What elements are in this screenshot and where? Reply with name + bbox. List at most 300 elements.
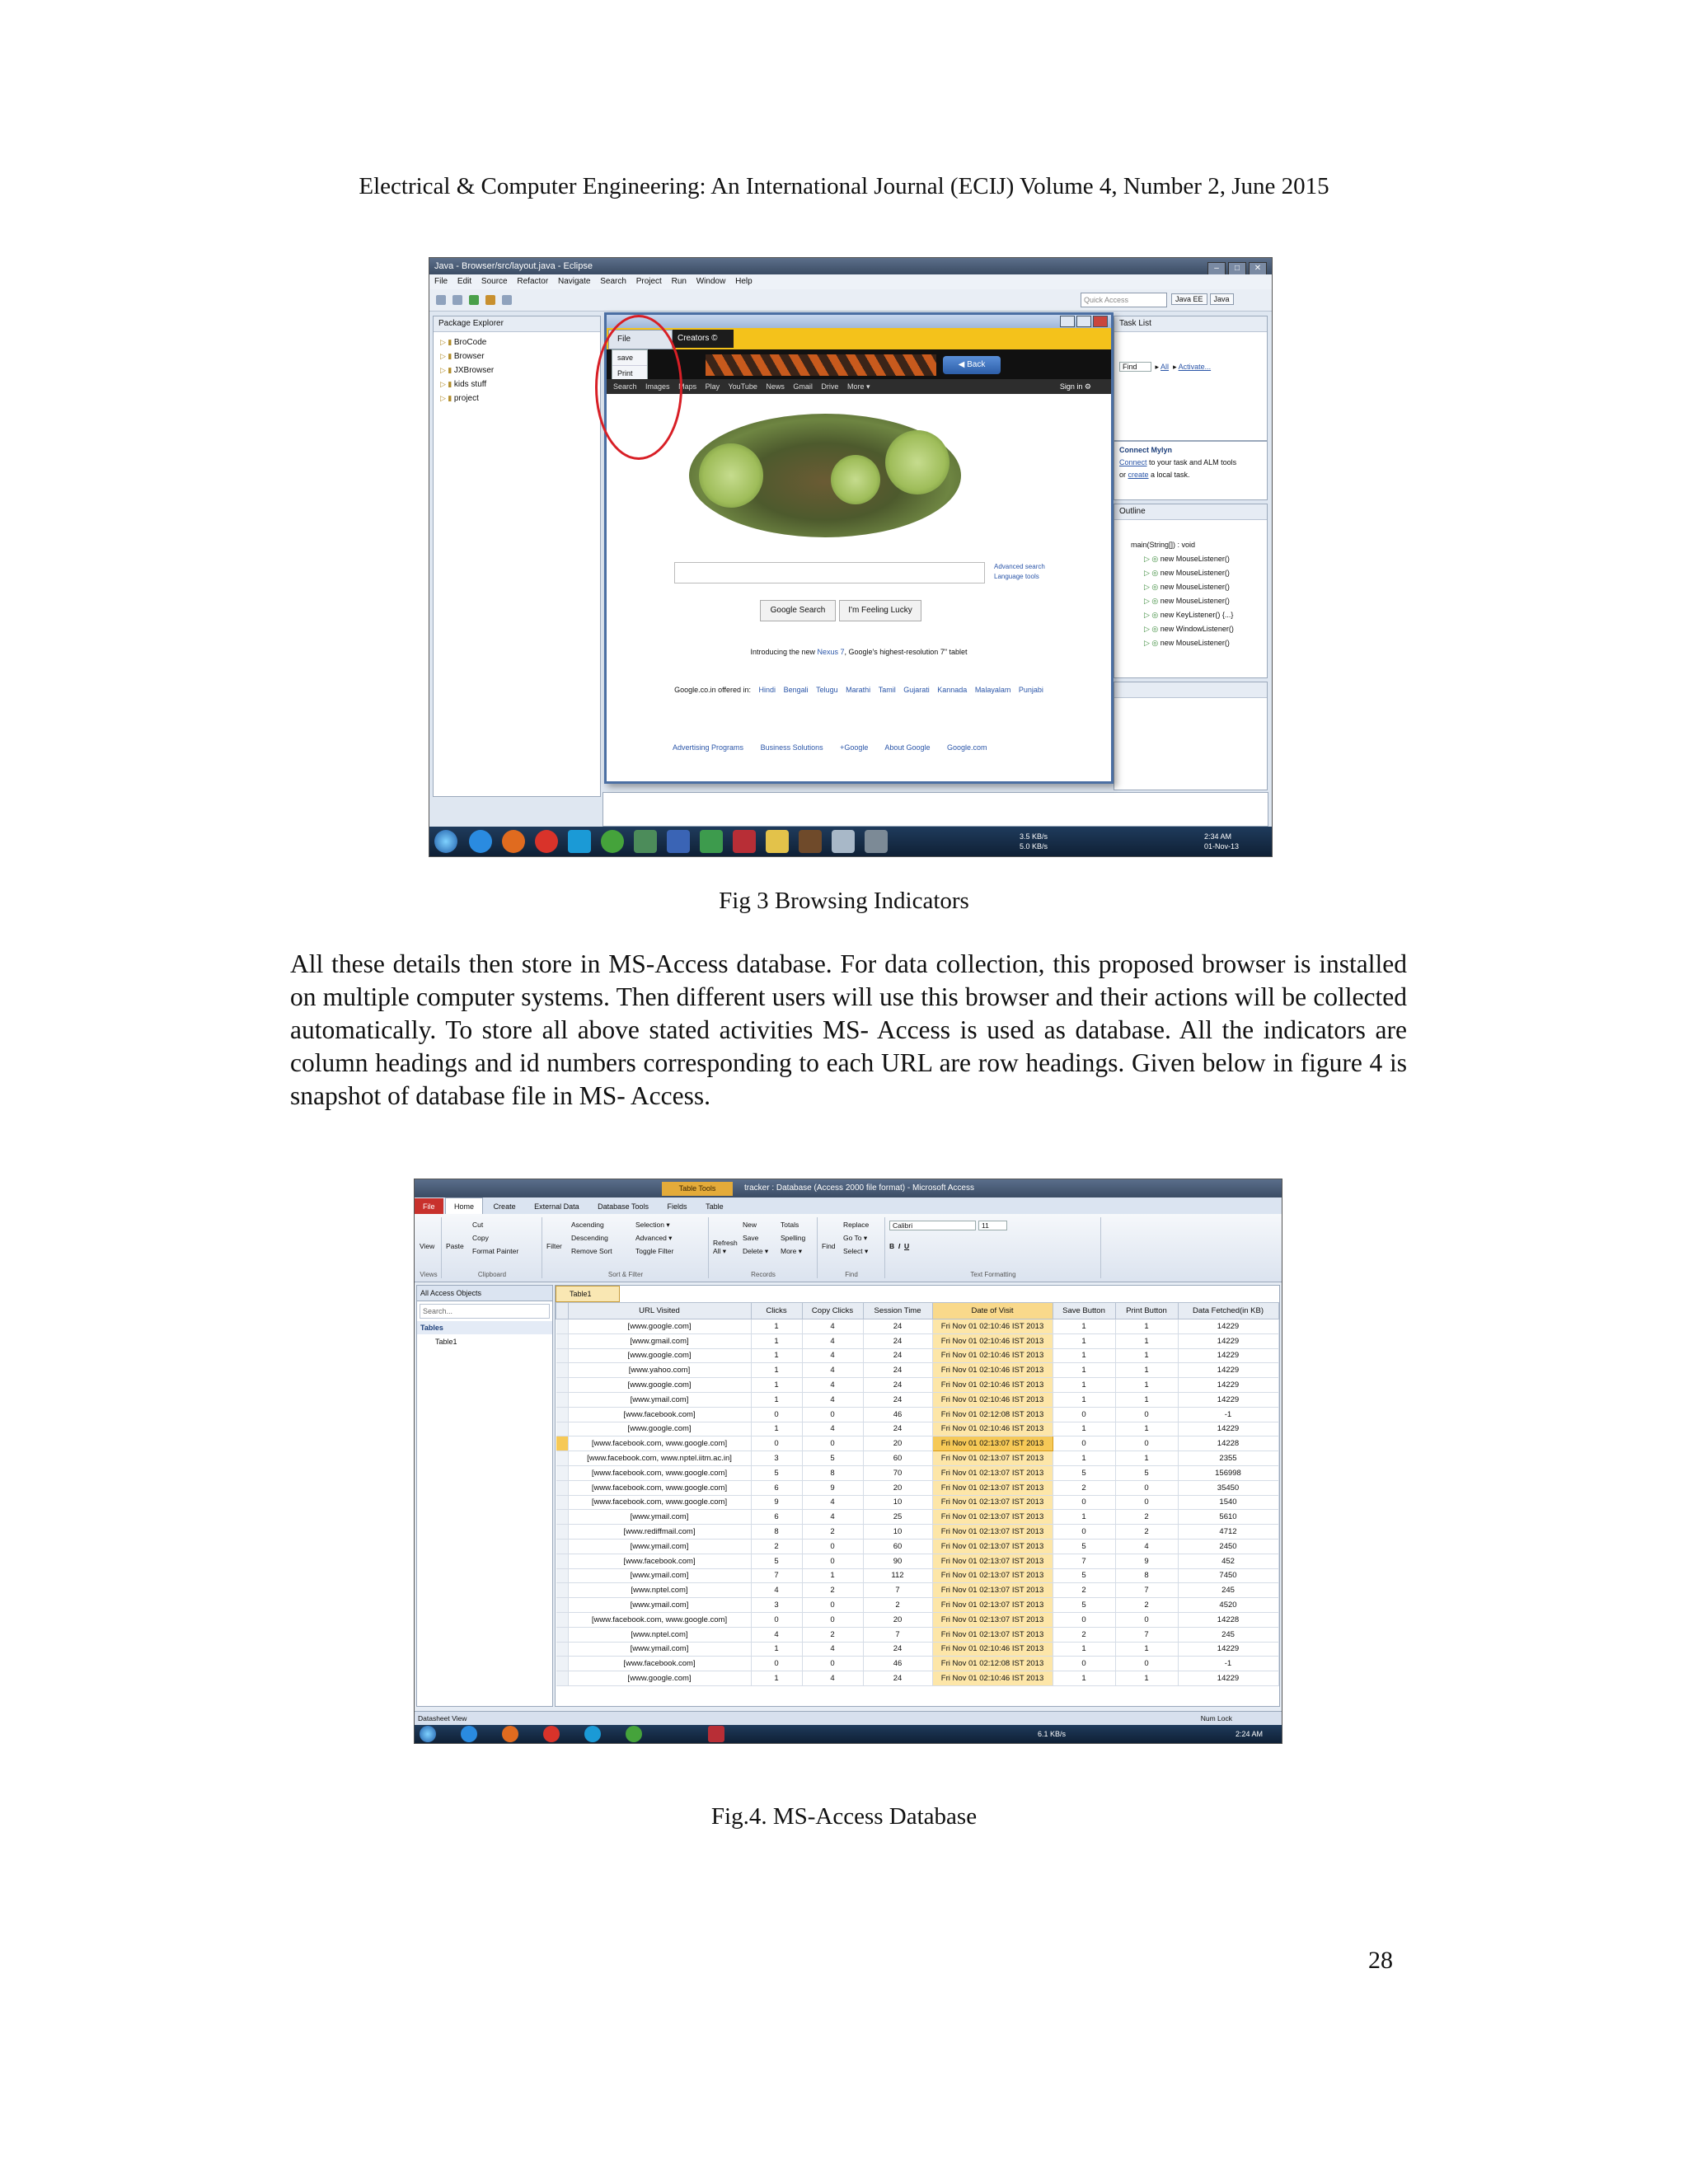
footer-plus-google[interactable]: +Google bbox=[840, 743, 869, 752]
access-icon[interactable] bbox=[733, 830, 756, 853]
table-cell[interactable]: 7 bbox=[1115, 1583, 1178, 1598]
table-row[interactable] bbox=[556, 1319, 1279, 1334]
table-cell[interactable]: 8 bbox=[1115, 1568, 1178, 1583]
menu-item-print[interactable]: Print bbox=[612, 366, 647, 382]
table-cell[interactable]: 24 bbox=[863, 1392, 932, 1407]
table-cell[interactable]: [www.nptel.com] bbox=[568, 1627, 751, 1642]
ribbon-tab-fields[interactable]: Fields bbox=[667, 1202, 687, 1211]
table-cell[interactable]: 2355 bbox=[1178, 1451, 1278, 1466]
perspective-java[interactable]: Java bbox=[1210, 293, 1234, 305]
google-search-input[interactable] bbox=[674, 562, 985, 583]
table-cell[interactable]: 1 bbox=[751, 1333, 802, 1348]
selection-button[interactable]: Selection ▾ bbox=[635, 1221, 670, 1229]
table-cell[interactable]: 0 bbox=[1053, 1436, 1115, 1451]
table-cell[interactable]: Fri Nov 01 02:13:07 IST 2013 bbox=[932, 1539, 1053, 1554]
table-row[interactable] bbox=[556, 1671, 1279, 1686]
table-cell[interactable]: 245 bbox=[1178, 1627, 1278, 1642]
table-cell[interactable]: 25 bbox=[863, 1510, 932, 1525]
cut-button[interactable]: Cut bbox=[472, 1221, 484, 1229]
ascending-button[interactable]: Ascending bbox=[571, 1221, 604, 1229]
table-cell[interactable]: 5610 bbox=[1178, 1510, 1278, 1525]
column-header[interactable]: Save Button bbox=[1053, 1303, 1115, 1319]
table-cell[interactable]: 4520 bbox=[1178, 1598, 1278, 1613]
lang-marathi[interactable]: Marathi bbox=[846, 686, 871, 694]
outline-item[interactable]: ▷ ◎ new MouseListener() bbox=[1114, 580, 1267, 594]
table-cell[interactable]: 7 bbox=[863, 1583, 932, 1598]
advanced-button[interactable]: Advanced ▾ bbox=[635, 1234, 673, 1242]
footer-google-com[interactable]: Google.com bbox=[946, 743, 987, 752]
table-row[interactable] bbox=[556, 1451, 1279, 1466]
table-cell[interactable]: [www.ymail.com] bbox=[568, 1510, 751, 1525]
table-cell[interactable]: [www.yahoo.com] bbox=[568, 1363, 751, 1378]
nav-tables-group[interactable]: Tables bbox=[417, 1321, 552, 1334]
table-row[interactable] bbox=[556, 1568, 1279, 1583]
table-cell[interactable]: 20 bbox=[863, 1436, 932, 1451]
browser-maximize-icon[interactable] bbox=[1076, 316, 1091, 327]
lang-gujarati[interactable]: Gujarati bbox=[903, 686, 930, 694]
table-cell[interactable]: [www.google.com] bbox=[568, 1319, 751, 1334]
menu-refactor[interactable]: Refactor bbox=[517, 277, 549, 286]
task-all-link[interactable]: All bbox=[1160, 363, 1170, 371]
table-cell[interactable]: 0 bbox=[751, 1612, 802, 1627]
table-cell[interactable]: 35450 bbox=[1178, 1480, 1278, 1495]
table-cell[interactable]: 6 bbox=[751, 1480, 802, 1495]
gbar-news[interactable]: News bbox=[766, 382, 785, 391]
table-cell[interactable]: 2 bbox=[1053, 1480, 1115, 1495]
delete-record-button[interactable]: Delete ▾ bbox=[743, 1247, 769, 1255]
utorrent-icon[interactable] bbox=[626, 1726, 642, 1742]
table-cell[interactable]: 5 bbox=[1053, 1539, 1115, 1554]
table-cell[interactable]: 1 bbox=[1053, 1642, 1115, 1657]
table-cell[interactable]: 20 bbox=[863, 1612, 932, 1627]
table-cell[interactable]: 4 bbox=[802, 1392, 863, 1407]
table-cell[interactable]: 1 bbox=[1115, 1392, 1178, 1407]
table-cell[interactable]: [www.facebook.com, www.google.com] bbox=[568, 1465, 751, 1480]
table-cell[interactable]: 5 bbox=[1053, 1465, 1115, 1480]
table-cell[interactable]: 1 bbox=[1053, 1363, 1115, 1378]
table-cell[interactable]: -1 bbox=[1178, 1407, 1278, 1422]
row-selector[interactable] bbox=[556, 1554, 569, 1568]
app-icon[interactable] bbox=[799, 830, 822, 853]
table-row[interactable] bbox=[556, 1539, 1279, 1554]
save-icon[interactable] bbox=[452, 295, 462, 305]
row-selector[interactable] bbox=[556, 1539, 569, 1554]
table-cell[interactable]: 0 bbox=[1115, 1612, 1178, 1627]
table-cell[interactable]: Fri Nov 01 02:13:07 IST 2013 bbox=[932, 1465, 1053, 1480]
table-cell[interactable]: Fri Nov 01 02:10:46 IST 2013 bbox=[932, 1348, 1053, 1363]
paste-button[interactable]: Paste bbox=[446, 1242, 464, 1250]
table-cell[interactable]: Fri Nov 01 02:13:07 IST 2013 bbox=[932, 1495, 1053, 1510]
utorrent-icon[interactable] bbox=[601, 830, 624, 853]
table-cell[interactable]: Fri Nov 01 02:12:08 IST 2013 bbox=[932, 1407, 1053, 1422]
table-cell[interactable]: 4 bbox=[751, 1583, 802, 1598]
table-cell[interactable]: 4 bbox=[802, 1671, 863, 1686]
gbar-maps[interactable]: Maps bbox=[678, 382, 697, 391]
copy-button[interactable]: Copy bbox=[472, 1234, 489, 1242]
table-cell[interactable]: 1 bbox=[1053, 1671, 1115, 1686]
table-cell[interactable]: 0 bbox=[751, 1436, 802, 1451]
table-cell[interactable]: 1 bbox=[802, 1568, 863, 1583]
folder-icon[interactable] bbox=[766, 830, 789, 853]
browser-back-button[interactable] bbox=[943, 356, 1001, 374]
table-cell[interactable]: 0 bbox=[1115, 1480, 1178, 1495]
table-cell[interactable]: 0 bbox=[802, 1554, 863, 1568]
table-cell[interactable]: 3 bbox=[751, 1451, 802, 1466]
table-cell[interactable]: 0 bbox=[802, 1598, 863, 1613]
remove-sort-button[interactable]: Remove Sort bbox=[571, 1247, 612, 1255]
table-cell[interactable]: 2 bbox=[751, 1539, 802, 1554]
table-cell[interactable]: 2 bbox=[1053, 1627, 1115, 1642]
firefox-icon[interactable] bbox=[502, 1726, 518, 1742]
table-cell[interactable]: 24 bbox=[863, 1671, 932, 1686]
column-header[interactable]: URL Visited bbox=[568, 1303, 751, 1319]
table-cell[interactable]: [www.facebook.com, www.nptel.iitm.ac.in] bbox=[568, 1451, 751, 1466]
table-cell[interactable]: 1 bbox=[751, 1422, 802, 1436]
table-cell[interactable]: 4 bbox=[802, 1510, 863, 1525]
filter-button[interactable]: Filter bbox=[546, 1242, 562, 1250]
table-row[interactable] bbox=[556, 1627, 1279, 1642]
font-name-select[interactable]: Calibri bbox=[889, 1221, 976, 1230]
table-cell[interactable]: 24 bbox=[863, 1378, 932, 1393]
row-selector[interactable] bbox=[556, 1407, 569, 1422]
table-cell[interactable]: 0 bbox=[1053, 1525, 1115, 1540]
table-cell[interactable]: 1 bbox=[751, 1392, 802, 1407]
row-selector[interactable] bbox=[556, 1465, 569, 1480]
menu-run[interactable]: Run bbox=[671, 277, 687, 286]
view-button[interactable]: View bbox=[420, 1242, 435, 1250]
app-icon[interactable] bbox=[700, 830, 723, 853]
ie-icon[interactable] bbox=[469, 830, 492, 853]
table-cell[interactable]: 1 bbox=[751, 1642, 802, 1657]
table-cell[interactable]: 14229 bbox=[1178, 1378, 1278, 1393]
table-cell[interactable]: 14228 bbox=[1178, 1612, 1278, 1627]
table-cell[interactable]: [www.ymail.com] bbox=[568, 1539, 751, 1554]
gbar-images[interactable]: Images bbox=[645, 382, 670, 391]
table-cell[interactable]: 245 bbox=[1178, 1583, 1278, 1598]
table-cell[interactable]: 46 bbox=[863, 1657, 932, 1671]
row-selector[interactable] bbox=[556, 1333, 569, 1348]
table-cell[interactable]: 14229 bbox=[1178, 1671, 1278, 1686]
table-cell[interactable]: Fri Nov 01 02:12:08 IST 2013 bbox=[932, 1657, 1053, 1671]
table-cell[interactable]: 1 bbox=[1053, 1392, 1115, 1407]
task-activate-link[interactable]: Activate... bbox=[1178, 363, 1212, 371]
menu-file[interactable]: File bbox=[434, 277, 448, 286]
table-cell[interactable]: [www.google.com] bbox=[568, 1422, 751, 1436]
table-row[interactable] bbox=[556, 1465, 1279, 1480]
row-selector[interactable] bbox=[556, 1583, 569, 1598]
table-cell[interactable]: 7 bbox=[751, 1568, 802, 1583]
column-header[interactable]: Date of Visit bbox=[932, 1303, 1053, 1319]
row-selector[interactable] bbox=[556, 1495, 569, 1510]
table-cell[interactable]: 1 bbox=[1053, 1333, 1115, 1348]
table-cell[interactable]: [www.ymail.com] bbox=[568, 1598, 751, 1613]
goto-button[interactable]: Go To ▾ bbox=[843, 1234, 868, 1242]
table-cell[interactable]: 1 bbox=[1115, 1378, 1178, 1393]
tree-item-brocode[interactable]: ▷ ▮ BroCode bbox=[440, 335, 593, 349]
ribbon-tab-external-data[interactable]: External Data bbox=[534, 1202, 579, 1211]
table1-document-tab[interactable]: Table1 bbox=[556, 1286, 620, 1302]
table-cell[interactable]: 9 bbox=[802, 1480, 863, 1495]
table-cell[interactable]: 0 bbox=[802, 1612, 863, 1627]
toggle-filter-button[interactable]: Toggle Filter bbox=[635, 1247, 674, 1255]
table-cell[interactable]: 1 bbox=[751, 1319, 802, 1334]
gbar-play[interactable]: Play bbox=[705, 382, 720, 391]
lang-malayalam[interactable]: Malayalam bbox=[974, 686, 1011, 694]
table-cell[interactable]: [www.google.com] bbox=[568, 1378, 751, 1393]
table-cell[interactable]: 5 bbox=[1053, 1598, 1115, 1613]
connect-link[interactable]: Connect bbox=[1119, 458, 1147, 466]
spelling-button[interactable]: Spelling bbox=[781, 1234, 806, 1242]
table-cell[interactable]: 24 bbox=[863, 1422, 932, 1436]
table-cell[interactable]: 6 bbox=[751, 1510, 802, 1525]
table-cell[interactable]: 4 bbox=[802, 1363, 863, 1378]
table-cell[interactable]: 9 bbox=[751, 1495, 802, 1510]
table-cell[interactable]: 5 bbox=[1115, 1465, 1178, 1480]
table-cell[interactable]: 4 bbox=[751, 1627, 802, 1642]
descending-button[interactable]: Descending bbox=[571, 1234, 608, 1242]
table-cell[interactable]: Fri Nov 01 02:13:07 IST 2013 bbox=[932, 1554, 1053, 1568]
row-selector[interactable] bbox=[556, 1480, 569, 1495]
replace-button[interactable]: Replace bbox=[843, 1221, 870, 1229]
nexus-link[interactable]: Nexus 7 bbox=[817, 648, 845, 656]
table-cell[interactable]: 4 bbox=[1115, 1539, 1178, 1554]
row-selector[interactable] bbox=[556, 1392, 569, 1407]
table-cell[interactable]: 1 bbox=[1053, 1348, 1115, 1363]
ribbon-tab-database-tools[interactable]: Database Tools bbox=[598, 1202, 649, 1211]
quick-access-input[interactable]: Quick Access bbox=[1081, 293, 1167, 307]
debug-icon[interactable] bbox=[485, 295, 495, 305]
table-row[interactable] bbox=[556, 1554, 1279, 1568]
table-cell[interactable]: 0 bbox=[1115, 1657, 1178, 1671]
table-cell[interactable]: 24 bbox=[863, 1348, 932, 1363]
column-header[interactable]: Clicks bbox=[751, 1303, 802, 1319]
table-cell[interactable]: 1 bbox=[1115, 1671, 1178, 1686]
new-record-button[interactable]: New bbox=[743, 1221, 757, 1229]
table-cell[interactable]: 0 bbox=[1053, 1657, 1115, 1671]
table-cell[interactable]: 5 bbox=[751, 1554, 802, 1568]
select-button[interactable]: Select ▾ bbox=[843, 1247, 869, 1255]
perspective-java-ee[interactable]: Java EE bbox=[1171, 293, 1207, 305]
table-row[interactable] bbox=[556, 1583, 1279, 1598]
table-cell[interactable]: 2 bbox=[802, 1627, 863, 1642]
table-cell[interactable]: 0 bbox=[1115, 1436, 1178, 1451]
table-cell[interactable]: 5 bbox=[1053, 1568, 1115, 1583]
outline-main-method[interactable]: main(String[]) : void bbox=[1131, 541, 1196, 549]
table-cell[interactable]: [www.google.com] bbox=[568, 1348, 751, 1363]
table-cell[interactable]: 1 bbox=[751, 1378, 802, 1393]
table-cell[interactable]: Fri Nov 01 02:13:07 IST 2013 bbox=[932, 1451, 1053, 1466]
app-icon[interactable] bbox=[634, 830, 657, 853]
firefox-icon[interactable] bbox=[502, 830, 525, 853]
table-cell[interactable]: [www.ymail.com] bbox=[568, 1568, 751, 1583]
table-cell[interactable]: Fri Nov 01 02:10:46 IST 2013 bbox=[932, 1422, 1053, 1436]
table-cell[interactable]: 2 bbox=[802, 1583, 863, 1598]
format-painter-button[interactable]: Format Painter bbox=[472, 1247, 519, 1255]
table-cell[interactable]: 0 bbox=[1053, 1612, 1115, 1627]
table-cell[interactable]: 5 bbox=[802, 1451, 863, 1466]
table-cell[interactable]: 4 bbox=[802, 1378, 863, 1393]
table-cell[interactable]: 7 bbox=[1115, 1627, 1178, 1642]
table-cell[interactable]: 20 bbox=[863, 1480, 932, 1495]
table-cell[interactable]: Fri Nov 01 02:10:46 IST 2013 bbox=[932, 1671, 1053, 1686]
footer-about[interactable]: About Google bbox=[884, 743, 931, 752]
table-cell[interactable]: 2 bbox=[863, 1598, 932, 1613]
table-cell[interactable]: 7 bbox=[863, 1627, 932, 1642]
table-cell[interactable]: Fri Nov 01 02:10:46 IST 2013 bbox=[932, 1319, 1053, 1334]
column-header[interactable]: Session Time bbox=[863, 1303, 932, 1319]
menu-window[interactable]: Window bbox=[696, 277, 726, 286]
table-cell[interactable]: 24 bbox=[863, 1642, 932, 1657]
table-row[interactable] bbox=[556, 1642, 1279, 1657]
browser-file-menu[interactable]: File bbox=[608, 330, 673, 349]
table-cell[interactable]: 0 bbox=[1053, 1495, 1115, 1510]
table-cell[interactable]: 1 bbox=[751, 1348, 802, 1363]
table-cell[interactable]: 156998 bbox=[1178, 1465, 1278, 1480]
table-cell[interactable]: 4 bbox=[802, 1642, 863, 1657]
table-cell[interactable]: 452 bbox=[1178, 1554, 1278, 1568]
row-selector[interactable] bbox=[556, 1657, 569, 1671]
advanced-search-link[interactable]: Advanced search bbox=[994, 563, 1045, 570]
table-cell[interactable]: 8 bbox=[802, 1465, 863, 1480]
tree-item-project[interactable]: ▷ ▮ project bbox=[440, 391, 593, 405]
ie-icon[interactable] bbox=[461, 1726, 477, 1742]
table-cell[interactable]: 9 bbox=[1115, 1554, 1178, 1568]
table-cell[interactable]: 0 bbox=[802, 1657, 863, 1671]
table-cell[interactable]: [www.gmail.com] bbox=[568, 1333, 751, 1348]
app-icon[interactable] bbox=[865, 830, 888, 853]
table-cell[interactable]: 8 bbox=[751, 1525, 802, 1540]
table-cell[interactable]: 112 bbox=[863, 1568, 932, 1583]
skype-icon[interactable] bbox=[568, 830, 591, 853]
row-selector[interactable] bbox=[556, 1627, 569, 1642]
table-cell[interactable]: 3 bbox=[751, 1598, 802, 1613]
java-icon[interactable] bbox=[832, 830, 855, 853]
table-cell[interactable]: 0 bbox=[1115, 1495, 1178, 1510]
refresh-all-button[interactable]: Refresh All ▾ bbox=[713, 1239, 738, 1255]
row-selector[interactable] bbox=[556, 1451, 569, 1466]
font-size-select[interactable]: 11 bbox=[978, 1221, 1007, 1230]
table-cell[interactable]: 24 bbox=[863, 1363, 932, 1378]
minimize-icon[interactable]: – bbox=[1207, 262, 1226, 276]
table-cell[interactable]: -1 bbox=[1178, 1657, 1278, 1671]
table-cell[interactable]: [www.facebook.com, www.google.com] bbox=[568, 1480, 751, 1495]
clock[interactable] bbox=[1204, 832, 1239, 851]
table-cell[interactable]: 14229 bbox=[1178, 1363, 1278, 1378]
table-cell[interactable]: 4 bbox=[802, 1495, 863, 1510]
table-cell[interactable]: 24 bbox=[863, 1333, 932, 1348]
gbar-search[interactable]: Search bbox=[613, 382, 637, 391]
menu-project[interactable]: Project bbox=[635, 277, 662, 286]
table-cell[interactable]: 1 bbox=[751, 1671, 802, 1686]
table-cell[interactable]: 24 bbox=[863, 1319, 932, 1334]
table-cell[interactable]: 0 bbox=[1115, 1407, 1178, 1422]
table-cell[interactable]: [www.facebook.com] bbox=[568, 1407, 751, 1422]
table-cell[interactable]: 0 bbox=[1053, 1407, 1115, 1422]
run-icon[interactable] bbox=[469, 295, 479, 305]
footer-advertising[interactable]: Advertising Programs bbox=[673, 743, 744, 752]
table-cell[interactable]: 1 bbox=[1053, 1422, 1115, 1436]
table-cell[interactable]: 2 bbox=[802, 1525, 863, 1540]
row-selector[interactable] bbox=[556, 1378, 569, 1393]
app-icon[interactable] bbox=[667, 830, 690, 853]
table-row[interactable] bbox=[556, 1612, 1279, 1627]
table-cell[interactable]: Fri Nov 01 02:13:07 IST 2013 bbox=[932, 1436, 1053, 1451]
table-cell[interactable]: Fri Nov 01 02:10:46 IST 2013 bbox=[932, 1642, 1053, 1657]
search-icon[interactable] bbox=[502, 295, 512, 305]
table-row[interactable] bbox=[556, 1510, 1279, 1525]
table-cell[interactable]: Fri Nov 01 02:13:07 IST 2013 bbox=[932, 1627, 1053, 1642]
table-cell[interactable]: 2 bbox=[1053, 1583, 1115, 1598]
table-cell[interactable]: Fri Nov 01 02:10:46 IST 2013 bbox=[932, 1378, 1053, 1393]
ribbon-tab-create[interactable]: Create bbox=[493, 1202, 516, 1211]
table-cell[interactable]: [www.facebook.com, www.google.com] bbox=[568, 1612, 751, 1627]
table-cell[interactable]: [www.facebook.com, www.google.com] bbox=[568, 1495, 751, 1510]
start-icon[interactable] bbox=[420, 1726, 436, 1742]
table-row[interactable] bbox=[556, 1495, 1279, 1510]
start-icon[interactable] bbox=[434, 830, 457, 853]
table-cell[interactable]: 1 bbox=[1115, 1363, 1178, 1378]
gbar-gmail[interactable]: Gmail bbox=[793, 382, 813, 391]
table-cell[interactable]: 14229 bbox=[1178, 1333, 1278, 1348]
more-button[interactable]: More ▾ bbox=[781, 1247, 802, 1255]
row-selector[interactable] bbox=[556, 1598, 569, 1613]
gear-icon[interactable]: ⚙ bbox=[1084, 382, 1091, 391]
column-header[interactable]: Copy Clicks bbox=[802, 1303, 863, 1319]
row-selector[interactable] bbox=[556, 1612, 569, 1627]
table-row[interactable] bbox=[556, 1407, 1279, 1422]
table-cell[interactable]: 4 bbox=[802, 1348, 863, 1363]
tree-item-jxbrowser[interactable]: ▷ ▮ JXBrowser bbox=[440, 363, 593, 377]
table-cell[interactable]: 14229 bbox=[1178, 1348, 1278, 1363]
sign-in-link[interactable] bbox=[1060, 379, 1091, 394]
table-cell[interactable]: Fri Nov 01 02:13:07 IST 2013 bbox=[932, 1583, 1053, 1598]
table-cell[interactable]: 1 bbox=[1053, 1451, 1115, 1466]
gbar-drive[interactable]: Drive bbox=[821, 382, 839, 391]
table-cell[interactable]: 4 bbox=[802, 1333, 863, 1348]
table-row[interactable] bbox=[556, 1363, 1279, 1378]
table-cell[interactable]: [www.facebook.com] bbox=[568, 1657, 751, 1671]
chrome-icon[interactable] bbox=[535, 830, 558, 853]
ribbon-tab-table[interactable]: Table bbox=[706, 1202, 724, 1211]
ribbon-tab-home[interactable]: Home bbox=[445, 1197, 483, 1215]
table-row[interactable] bbox=[556, 1348, 1279, 1363]
table-cell[interactable]: 1 bbox=[1053, 1319, 1115, 1334]
row-selector[interactable] bbox=[556, 1436, 569, 1451]
table-cell[interactable]: 4 bbox=[802, 1319, 863, 1334]
table-cell[interactable]: Fri Nov 01 02:13:07 IST 2013 bbox=[932, 1568, 1053, 1583]
footer-business[interactable]: Business Solutions bbox=[760, 743, 823, 752]
lang-hindi[interactable]: Hindi bbox=[758, 686, 776, 694]
nav-title[interactable]: All Access Objects bbox=[417, 1286, 552, 1301]
table-cell[interactable]: [www.facebook.com, www.google.com] bbox=[568, 1436, 751, 1451]
table-cell[interactable]: 1540 bbox=[1178, 1495, 1278, 1510]
row-selector[interactable] bbox=[556, 1642, 569, 1657]
table-cell[interactable]: 1 bbox=[1115, 1333, 1178, 1348]
menu-search[interactable]: Search bbox=[600, 277, 626, 286]
table-cell[interactable]: 1 bbox=[1115, 1642, 1178, 1657]
table-cell[interactable]: Fri Nov 01 02:13:07 IST 2013 bbox=[932, 1510, 1053, 1525]
table-row[interactable] bbox=[556, 1378, 1279, 1393]
table-cell[interactable]: 10 bbox=[863, 1525, 932, 1540]
table-cell[interactable]: Fri Nov 01 02:10:46 IST 2013 bbox=[932, 1333, 1053, 1348]
row-selector[interactable] bbox=[556, 1319, 569, 1334]
table-cell[interactable]: 14229 bbox=[1178, 1422, 1278, 1436]
row-selector[interactable] bbox=[556, 1363, 569, 1378]
table-cell[interactable]: 60 bbox=[863, 1539, 932, 1554]
table-row[interactable] bbox=[556, 1436, 1279, 1451]
table-row[interactable] bbox=[556, 1333, 1279, 1348]
table-cell[interactable]: Fri Nov 01 02:13:07 IST 2013 bbox=[932, 1525, 1053, 1540]
